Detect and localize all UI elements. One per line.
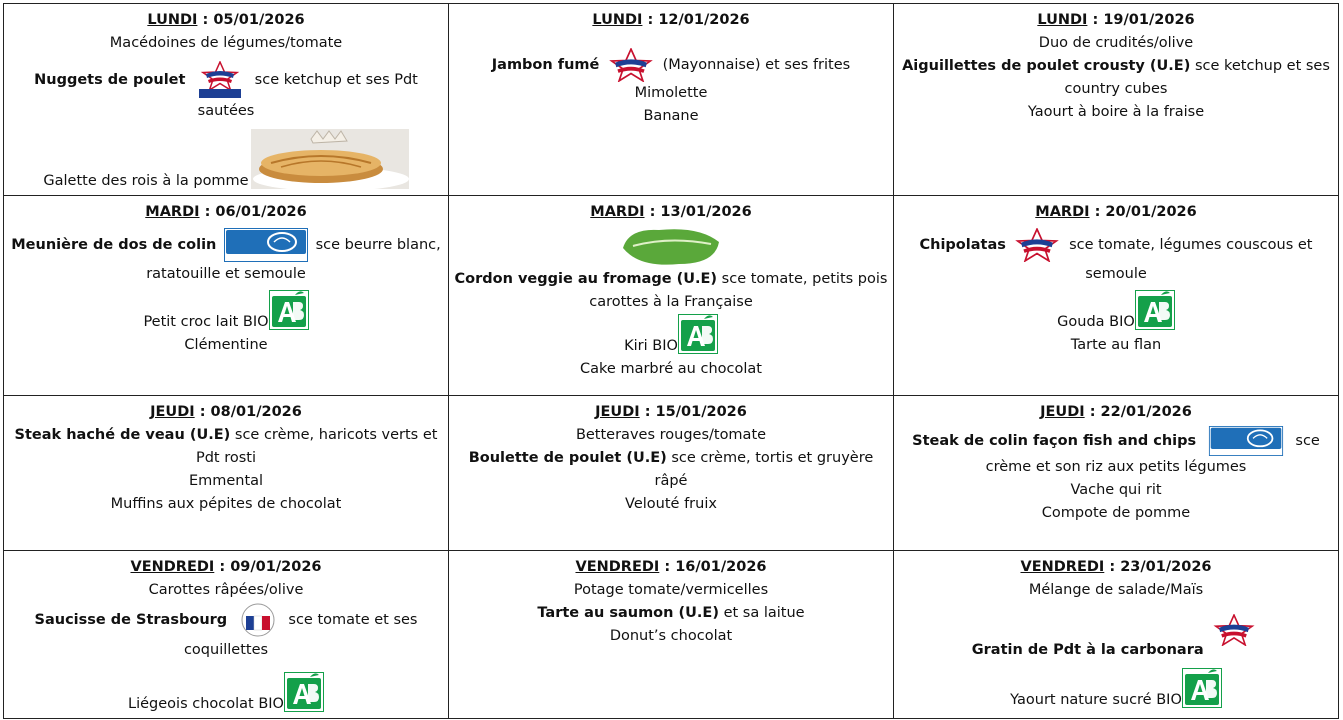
main-dish-details: sce ketchup et ses country cubes xyxy=(1064,58,1330,97)
main-course xyxy=(8,602,444,662)
day-header: VENDREDI : 16/01/2026 xyxy=(575,559,767,575)
porc-francais-logo-icon xyxy=(1211,614,1257,646)
day-header: LUNDI : 05/01/2026 xyxy=(147,12,305,28)
day-date: 09/01/2026 xyxy=(230,559,322,575)
day-header: MARDI : 13/01/2026 xyxy=(590,204,752,220)
main-course xyxy=(453,48,889,82)
main-dish: Jambon fumé xyxy=(491,57,600,73)
day-header: LUNDI : 19/01/2026 xyxy=(1037,12,1195,28)
day-name: JEUDI xyxy=(1040,404,1085,420)
starter: Potage tomate/vermicelles xyxy=(573,582,769,598)
day-name: LUNDI xyxy=(147,12,198,28)
agriculture-biologique-logo-icon xyxy=(1135,290,1175,330)
day-name: LUNDI xyxy=(592,12,643,28)
dessert: Cake marbré au chocolat xyxy=(580,361,762,377)
day-header: JEUDI : 15/01/2026 xyxy=(595,404,747,420)
row-jeudi xyxy=(4,396,1339,551)
day-header: LUNDI : 12/01/2026 xyxy=(592,12,750,28)
starter: Duo de crudités/olive xyxy=(1038,35,1194,51)
porc-francais-logo-icon xyxy=(607,48,655,82)
main-dish: Aiguillettes de poulet crousty (U.E) xyxy=(902,58,1191,74)
main-dish-details: sce tomate, légumes couscous et semoule xyxy=(1069,237,1313,282)
main-course xyxy=(453,268,889,314)
cell-vendredi-23 xyxy=(894,551,1339,719)
msc-peche-durable-logo-icon xyxy=(1204,426,1288,456)
cell-vendredi-16 xyxy=(449,551,894,719)
day-date: 13/01/2026 xyxy=(660,204,752,220)
main-dish: Meunière de dos de colin xyxy=(11,237,217,253)
main-dish: Tarte au saumon (U.E) xyxy=(537,605,719,621)
cell-lundi-19 xyxy=(894,4,1339,196)
agriculture-biologique-logo-icon xyxy=(678,314,718,354)
main-course xyxy=(8,424,444,470)
dessert xyxy=(8,672,444,716)
dessert: Tarte au flan xyxy=(1070,337,1162,353)
main-course xyxy=(8,228,444,286)
main-course xyxy=(8,61,444,123)
main-course xyxy=(898,426,1334,479)
agriculture-biologique-logo-icon xyxy=(269,290,309,330)
dessert: Yaourt à boire à la fraise xyxy=(1027,104,1205,120)
dairy: Emmental xyxy=(188,473,264,489)
starter: Macédoines de légumes/tomate xyxy=(109,35,343,51)
msc-peche-durable-logo-icon xyxy=(224,228,308,262)
main-dish-details: et sa laitue xyxy=(723,605,805,621)
starter: Carottes râpées/olive xyxy=(148,582,304,598)
dairy xyxy=(453,314,889,358)
main-dish: Gratin de Pdt à la carbonara xyxy=(971,642,1204,658)
main-dish: Steak de colin façon fish and chips xyxy=(912,433,1197,449)
main-dish: Saucisse de Strasbourg xyxy=(34,612,228,628)
day-name: JEUDI xyxy=(595,404,640,420)
main-dish-details: sce crème, haricots verts et Pdt rosti xyxy=(195,427,438,466)
dairy-label: Kiri BIO xyxy=(624,338,678,354)
day-name: LUNDI xyxy=(1037,12,1088,28)
day-date: 22/01/2026 xyxy=(1100,404,1192,420)
main-course xyxy=(898,228,1334,286)
cell-lundi-05 xyxy=(4,4,449,196)
side-item: Banane xyxy=(643,108,699,124)
main-dish-details: sce crème et son riz aux petits légumes xyxy=(985,433,1320,475)
dessert xyxy=(8,129,444,193)
main-dish: Chipolatas xyxy=(919,237,1006,253)
dessert: Clémentine xyxy=(184,337,268,353)
row-mardi xyxy=(4,196,1339,396)
day-name: MARDI xyxy=(1035,204,1090,220)
main-dish-details: sce tomate, petits pois carottes à la Française xyxy=(589,271,888,310)
dessert: Compote de pomme xyxy=(1041,505,1191,521)
main-dish-details: sce tomate et ses coquillettes xyxy=(183,612,418,658)
cell-vendredi-09 xyxy=(4,551,449,719)
day-name: MARDI xyxy=(145,204,200,220)
dessert: Velouté fruix xyxy=(625,496,717,512)
day-date: 06/01/2026 xyxy=(215,204,307,220)
dairy-label: Gouda BIO xyxy=(1057,314,1135,330)
agriculture-biologique-logo-icon xyxy=(284,672,324,712)
volaille-francaise-logo-icon xyxy=(193,61,247,99)
menu-table xyxy=(3,3,1339,719)
main-dish: Steak haché de veau (U.E) xyxy=(14,427,231,443)
day-name: VENDREDI xyxy=(1020,559,1105,575)
label-rouge-france-logo-icon xyxy=(235,602,281,638)
main-dish-details: sce beurre blanc, ratatouille et semoule xyxy=(146,237,441,282)
day-date: 23/01/2026 xyxy=(1120,559,1212,575)
day-name: VENDREDI xyxy=(130,559,215,575)
side-item: Mimolette xyxy=(634,85,708,101)
dessert-label: Yaourt nature sucré BIO xyxy=(1010,692,1182,708)
day-name: MARDI xyxy=(590,204,645,220)
cell-jeudi-22 xyxy=(894,396,1339,551)
dairy xyxy=(898,290,1334,334)
main-dish-details: sce crème, tortis et gruyère râpé xyxy=(654,450,874,489)
veg-logo-row xyxy=(453,224,889,268)
dessert-label: Liégeois chocolat BIO xyxy=(128,696,284,712)
day-date: 05/01/2026 xyxy=(213,12,305,28)
galette-des-rois-photo-icon xyxy=(251,129,409,189)
agriculture-biologique-logo-icon xyxy=(1182,668,1222,708)
dairy: Vache qui rit xyxy=(1070,482,1162,498)
day-name: JEUDI xyxy=(150,404,195,420)
day-date: 16/01/2026 xyxy=(675,559,767,575)
cell-mardi-13 xyxy=(449,196,894,396)
main-course xyxy=(898,55,1334,101)
cell-lundi-12 xyxy=(449,4,894,196)
dessert: Muffins aux pépites de chocolat xyxy=(110,496,342,512)
cell-jeudi-08 xyxy=(4,396,449,551)
day-date: 19/01/2026 xyxy=(1103,12,1195,28)
day-header: MARDI : 20/01/2026 xyxy=(1035,204,1197,220)
dairy-label: Petit croc lait BIO xyxy=(143,314,269,330)
main-dish: Nuggets de poulet xyxy=(34,72,186,88)
main-dish: Cordon veggie au fromage (U.E) xyxy=(454,271,718,287)
main-course xyxy=(898,614,1334,662)
row-vendredi xyxy=(4,551,1339,719)
main-dish-details: sce ketchup et ses Pdt sautées xyxy=(197,72,418,119)
day-header: VENDREDI : 09/01/2026 xyxy=(130,559,322,575)
starter: Betteraves rouges/tomate xyxy=(575,427,767,443)
day-header: MARDI : 06/01/2026 xyxy=(145,204,307,220)
dessert: Donut’s chocolat xyxy=(609,628,733,644)
day-header: JEUDI : 22/01/2026 xyxy=(1040,404,1192,420)
main-course xyxy=(453,602,889,625)
cell-jeudi-15 xyxy=(449,396,894,551)
day-date: 20/01/2026 xyxy=(1105,204,1197,220)
menu-vegetarien-logo-icon xyxy=(619,224,723,268)
dessert-label: Galette des rois à la pomme xyxy=(43,173,249,189)
dairy xyxy=(8,290,444,334)
starter: Mélange de salade/Maïs xyxy=(1028,582,1204,598)
main-dish: Boulette de poulet (U.E) xyxy=(468,450,667,466)
cell-mardi-06 xyxy=(4,196,449,396)
day-date: 15/01/2026 xyxy=(655,404,747,420)
dessert xyxy=(898,668,1334,712)
day-date: 12/01/2026 xyxy=(658,12,750,28)
main-dish-details: (Mayonnaise) et ses frites xyxy=(662,57,851,73)
day-header: VENDREDI : 23/01/2026 xyxy=(1020,559,1212,575)
day-date: 08/01/2026 xyxy=(210,404,302,420)
day-header: JEUDI : 08/01/2026 xyxy=(150,404,302,420)
cell-mardi-20 xyxy=(894,196,1339,396)
porc-francais-logo-icon xyxy=(1013,228,1061,262)
main-course xyxy=(453,447,889,493)
day-name: VENDREDI xyxy=(575,559,660,575)
row-lundi xyxy=(4,4,1339,196)
